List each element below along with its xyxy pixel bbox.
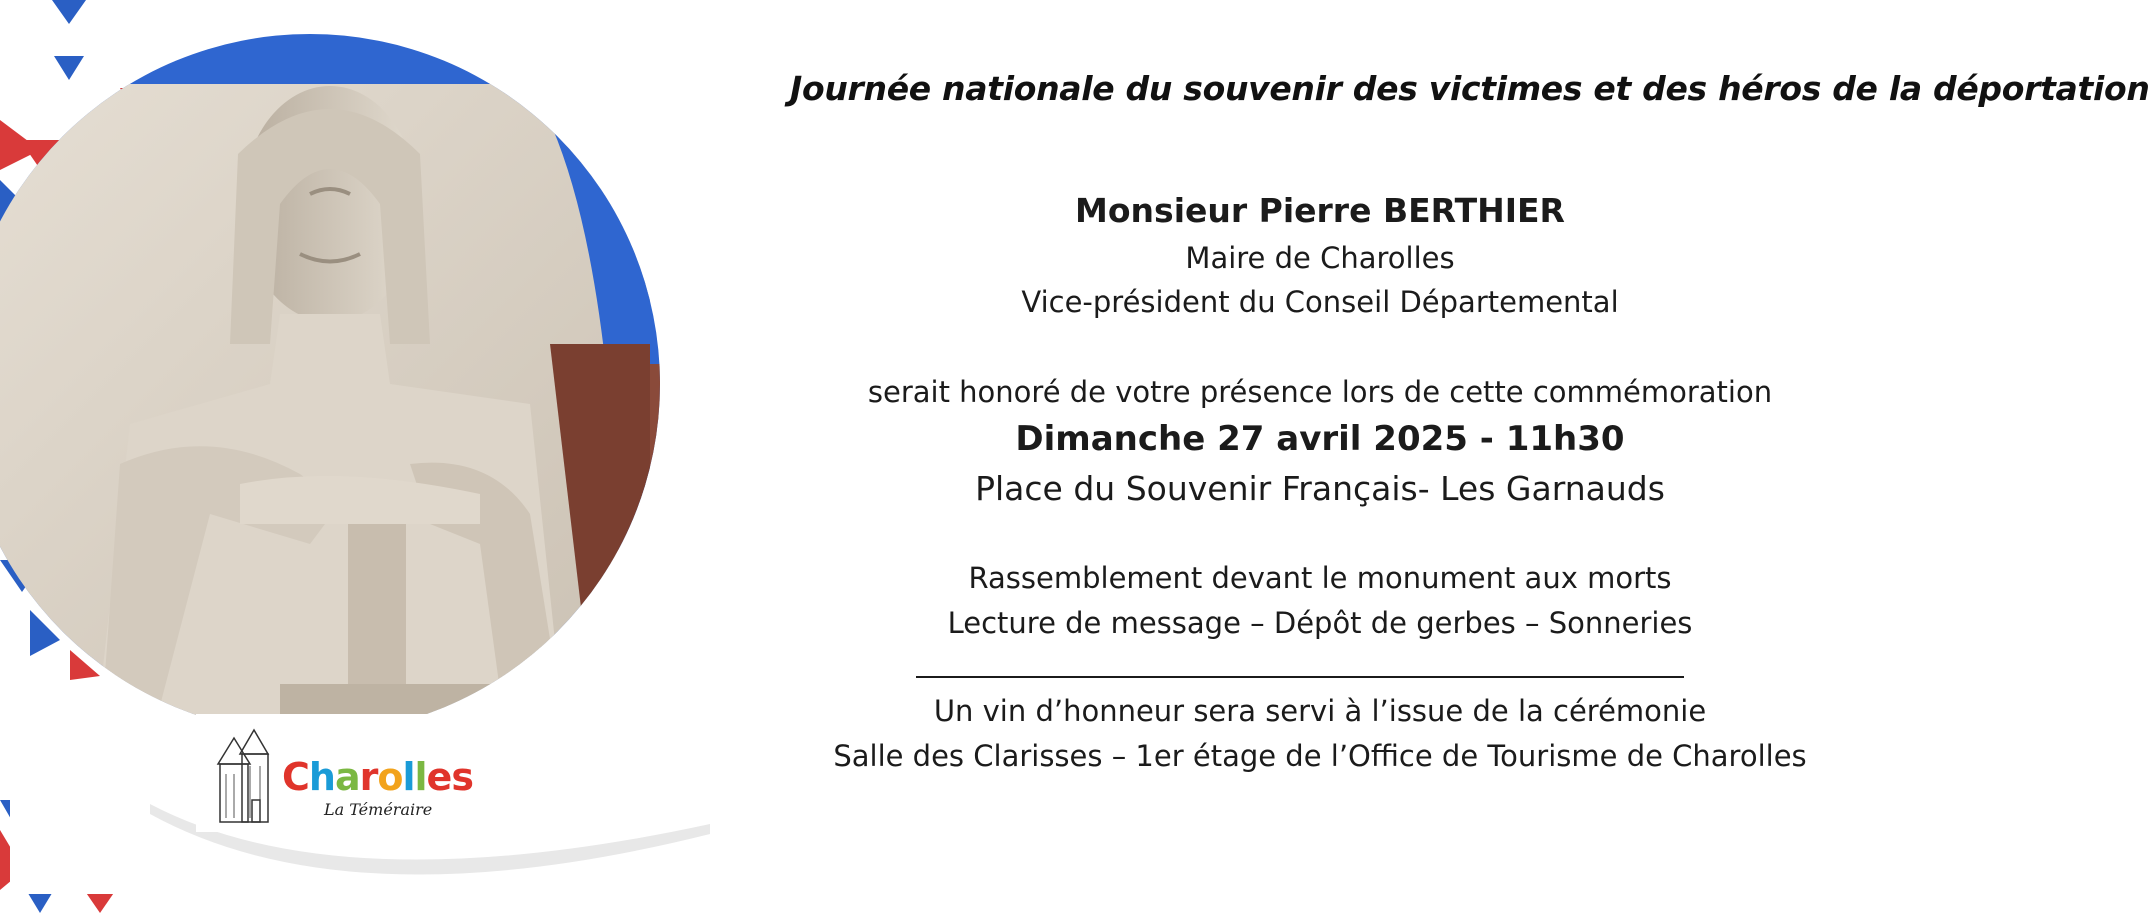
logo-letter: C xyxy=(282,755,309,799)
invitation-text xyxy=(790,0,2150,913)
logo-letter: h xyxy=(308,755,335,799)
host-name: Monsieur Pierre BERTHIER xyxy=(1075,191,1565,230)
host-role-mayor: Maire de Charolles xyxy=(1185,241,1455,275)
logo-letter: l xyxy=(402,755,415,799)
logo-letter: s xyxy=(451,755,473,799)
logo-letter: r xyxy=(359,755,378,799)
program-line-2: Lecture de message – Dépôt de gerbes – Sonneries xyxy=(947,606,1693,640)
event-location: Place du Souvenir Français- Les Garnauds xyxy=(975,469,1665,508)
divider xyxy=(916,676,1684,678)
logo-letter: o xyxy=(377,755,403,799)
logo-wordmark xyxy=(282,755,473,799)
event-title: Journée nationale du souvenir des victimes et des héros de la déportation xyxy=(790,69,2150,108)
invite-line: serait honoré de votre présence lors de cette commémoration xyxy=(867,375,1773,409)
reception-line-1: Un vin d’honneur sera servi à l’issue de la cérémonie xyxy=(933,694,1707,728)
event-date-time: Dimanche 27 avril 2025 - 11h30 xyxy=(1015,419,1625,459)
logo-letter: e xyxy=(426,755,452,799)
logo-letter: a xyxy=(334,755,360,799)
charolles-logo xyxy=(196,714,473,832)
reception-line-2: Salle des Clarisses – 1er étage de l’Office de Tourisme de Charolles xyxy=(833,739,1807,773)
logo-letter: l xyxy=(414,755,427,799)
logo-tagline: La Téméraire xyxy=(324,800,433,819)
castle-tower-icon xyxy=(210,724,280,824)
program-line-1: Rassemblement devant le monument aux morts xyxy=(968,561,1672,595)
host-role-council: Vice-président du Conseil Départemental xyxy=(1021,285,1619,319)
